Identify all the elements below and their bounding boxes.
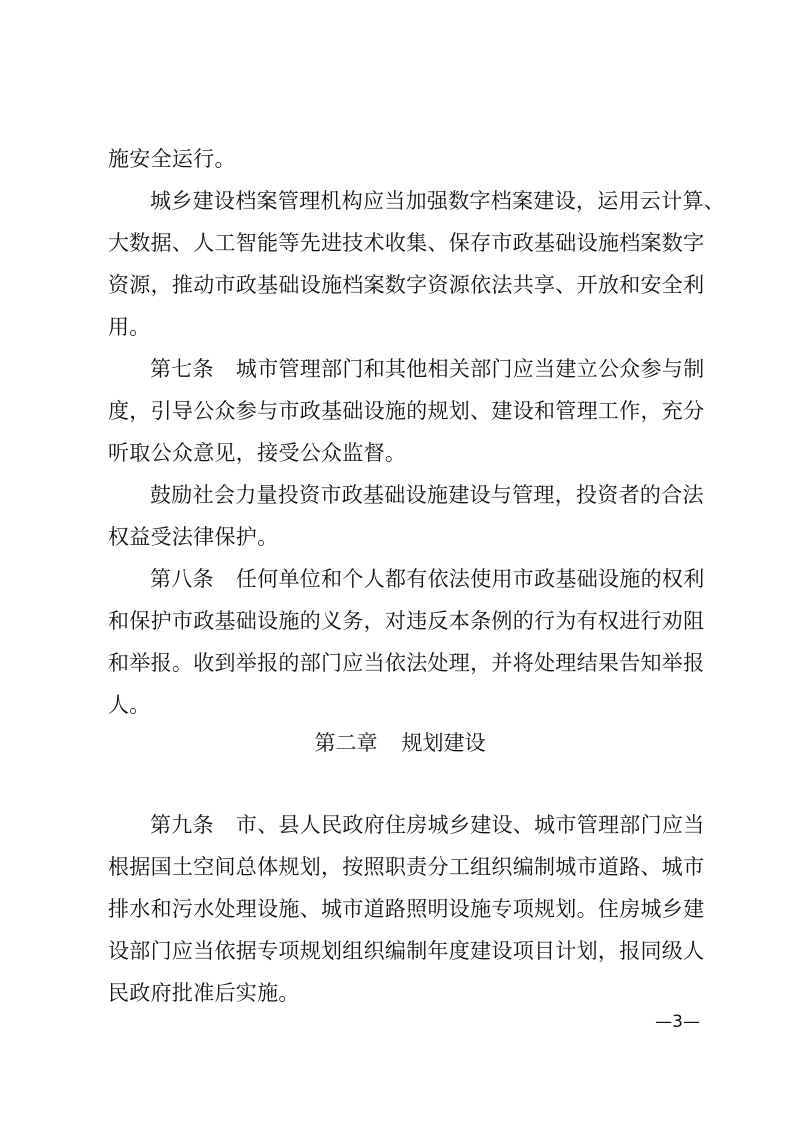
body-lower <box>108 804 705 1014</box>
paragraph-line: 度，引导公众参与市政基础设施的规划、建设和管理工作，充分 <box>108 399 705 423</box>
article-8-first-line <box>108 558 705 600</box>
paragraph-line: 用。 <box>108 315 151 339</box>
paragraph-line: 排水和污水处理设施、城市道路照明设施专项规划。住房城乡建 <box>108 897 705 921</box>
article-9-text: 市、县人民政府住房城乡建设、城市管理部门应当 <box>235 813 705 837</box>
paragraph-line: 听取公众意见，接受公众监督。 <box>108 441 407 465</box>
page-number: —3— <box>655 1012 700 1032</box>
article-9-label: 第九条 <box>150 813 214 837</box>
article-9-first-line <box>108 804 705 846</box>
chapter-title: 规划建设 <box>401 731 486 755</box>
body-upper <box>108 138 726 726</box>
paragraph-line: 鼓励社会力量投资市政基础设施建设与管理，投资者的合法 <box>150 483 704 507</box>
paragraph-line: 设部门应当依据专项规划组织编制年度建设项目计划，报同级人 <box>108 939 705 963</box>
paragraph-line: 和举报。收到举报的部门应当依法处理，并将处理结果告知举报 <box>108 651 705 675</box>
paragraph-line: 和保护市政基础设施的义务，对违反本条例的行为有权进行劝阻 <box>108 609 705 633</box>
article-8-label: 第八条 <box>150 567 214 591</box>
paragraph-line: 权益受法律保护。 <box>108 525 279 549</box>
paragraph-line: 人。 <box>108 693 151 717</box>
article-7-label: 第七条 <box>150 357 214 381</box>
article-8-text: 任何单位和个人都有依法使用市政基础设施的权利 <box>235 567 705 591</box>
paragraph-line: 民政府批准后实施。 <box>108 981 300 1005</box>
paragraph-line: 资源，推动市政基础设施档案数字资源依法共享、开放和安全利 <box>108 273 705 297</box>
paragraph-line: 根据国土空间总体规划，按照职责分工组织编制城市道路、城市 <box>108 855 705 879</box>
chapter-heading <box>0 722 800 764</box>
paragraph-line: 城乡建设档案管理机构应当加强数字档案建设，运用云计算、 <box>150 189 726 213</box>
paragraph-line: 大数据、人工智能等先进技术收集、保存市政基础设施档案数字 <box>108 231 705 255</box>
article-7-text: 城市管理部门和其他相关部门应当建立公众参与制 <box>235 357 705 381</box>
article-7-first-line <box>108 348 705 390</box>
paragraph-line: 施安全运行。 <box>108 147 236 171</box>
chapter-number: 第二章 <box>314 731 378 755</box>
